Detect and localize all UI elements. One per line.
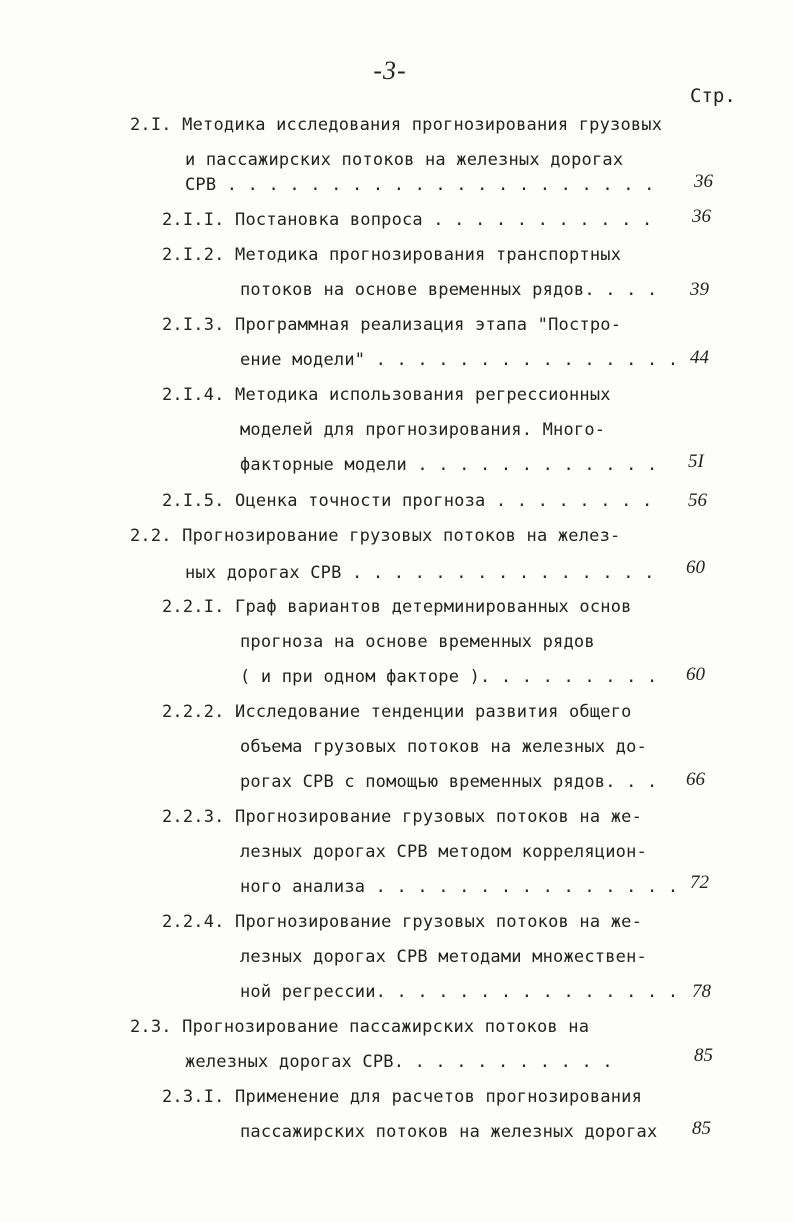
toc-line: объема грузовых потоков на железных до- [240,737,647,757]
toc-page-ref: 56 [688,490,707,511]
toc-page-ref: 72 [690,872,709,893]
toc-line: ного анализа . . . . . . . . . . . . . . . [240,877,679,897]
toc-page-ref: 44 [690,347,709,368]
toc-line: 2.2.I. Граф вариантов детерминированных основ [162,597,632,617]
toc-line: 2.2. Прогнозирование грузовых потоков на желез- [130,526,621,546]
toc-page-ref: 60 [686,557,705,578]
toc-page-ref: 66 [686,769,705,790]
toc-line: прогноза на основе временных рядов [240,632,595,652]
page-number: -3- [373,56,407,85]
page-column-label: Стр. [690,85,736,107]
toc-line: 2.2.2. Исследование тенденции развития общего [162,702,632,722]
toc-line: факторные модели . . . . . . . . . . . . [240,455,658,475]
toc-line: ной регрессии. . . . . . . . . . . . . . . [240,982,679,1002]
toc-line: ных дорогах СРВ . . . . . . . . . . . . . . . [185,563,655,583]
toc-page-ref: 85 [694,1045,713,1066]
toc-page-ref: 78 [692,981,711,1002]
toc-line: ( и при одном факторе ). . . . . . . . . [240,667,658,687]
toc-line: лезных дорогах СРВ методом корреляцион- [240,842,647,862]
toc-line: 2.3. Прогнозирование пассажирских потоков на [130,1017,590,1037]
toc-line: ение модели" . . . . . . . . . . . . . . . [240,350,679,370]
toc-line: 2.3.I. Применение для расчетов прогнозирования [162,1087,643,1107]
toc-line: 2.I. Методика исследования прогнозирования грузовых [130,115,663,135]
toc-line: 2.I.3. Программная реализация этапа "Постро- [162,315,622,335]
toc-line: 2.I.5. Оценка точности прогноза . . . . . . . . [162,491,653,511]
toc-line: 2.I.2. Методика прогнозирования транспортных [162,245,622,265]
toc-line: 2.I.4. Методика использования регрессионных [162,385,611,405]
toc-line: 2.I.I. Постановка вопроса . . . . . . . . . . . [162,210,653,230]
toc-page-ref: 36 [692,206,711,227]
toc-line: моделей для прогнозирования. Много- [240,420,606,440]
toc-line: 2.2.3. Прогнозирование грузовых потоков на же- [162,807,643,827]
toc-line: лезных дорогах СРВ методами множествен- [240,947,647,967]
toc-line: железных дорогах СРВ. . . . . . . . . . . [185,1052,613,1072]
toc-line: 2.2.4. Прогнозирование грузовых потоков на же- [162,912,643,932]
toc-line: рогах СРВ с помощью временных рядов. . . [240,772,658,792]
toc-page-ref: 5I [688,451,704,472]
toc-page-ref: 36 [694,171,713,192]
toc-line: потоков на основе временных рядов. . . . [240,280,658,300]
toc-line: СРВ . . . . . . . . . . . . . . . . . . . . . [185,175,655,195]
toc-page-ref: 85 [692,1118,711,1139]
toc-page-ref: 39 [690,279,709,300]
toc-line: пассажирских потоков на железных дорогах [240,1122,658,1142]
toc-page-ref: 60 [686,664,705,685]
toc-line: и пассажирских потоков на железных дорогах [185,150,624,170]
